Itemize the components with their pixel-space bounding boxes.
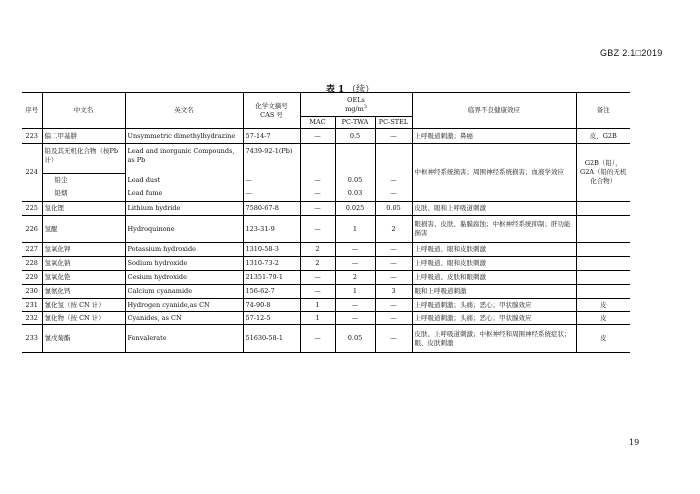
table-row — [22, 299, 630, 312]
row-cas: 123-31-9 — [243, 216, 300, 243]
col-en-header: 英文名 — [125, 93, 243, 129]
table-row — [22, 216, 630, 243]
table-row — [22, 325, 630, 353]
row-twa: 1 — [335, 216, 375, 243]
row-mac: — — [300, 285, 335, 299]
table-row — [22, 243, 630, 257]
subrow-cas: — — [243, 187, 300, 202]
row-twa: 0.5 — [335, 129, 375, 144]
row-cas: 7580-67-8 — [243, 202, 300, 216]
oel-table — [22, 92, 630, 353]
row-effect: 上呼吸道、眼和皮肤刺激 — [412, 243, 576, 257]
row-no: 224 — [22, 144, 42, 202]
table-caption-label: 表 1 — [325, 85, 345, 95]
table-caption-continued: （续） — [347, 85, 375, 95]
row-stel: 0.05 — [375, 202, 412, 216]
row-effect: 眼和上呼吸道刺激 — [412, 285, 576, 299]
col-effect-header: 临界不良健康效应 — [412, 93, 576, 129]
row-note — [576, 271, 630, 285]
row-cas: 1310-58-3 — [243, 243, 300, 257]
row-no: 229 — [22, 271, 42, 285]
page-number: 19 — [629, 438, 640, 447]
row-mac: — — [300, 216, 335, 243]
row-en: Sodium hydroxide — [125, 257, 243, 271]
subrow-mac: — — [300, 187, 335, 202]
row-note: 皮，G2B — [576, 129, 630, 144]
row-cas: 74-90-8 — [243, 299, 300, 312]
subrow-cn: 铅尘 — [42, 174, 125, 187]
row-no: 225 — [22, 202, 42, 216]
row-twa: 0.05 — [335, 325, 375, 353]
row-cn: 氢氧化钾 — [42, 243, 125, 257]
row-en: Hydrogen cyanide,as CN — [125, 299, 243, 312]
row-no: 232 — [22, 312, 42, 325]
col-oels-header — [300, 93, 412, 117]
row-effect: 上呼吸道、眼和皮肤刺激 — [412, 257, 576, 271]
oels-unit — [303, 105, 410, 114]
row-note — [576, 216, 630, 243]
col-cas-header — [243, 93, 300, 129]
row-cn: 氢氧化钠 — [42, 257, 125, 271]
row-stel: — — [375, 325, 412, 353]
table-row — [22, 285, 630, 299]
row-cas: 51630-58-1 — [243, 325, 300, 353]
row-twa: 1 — [335, 285, 375, 299]
row-en: Calcium cyanamide — [125, 285, 243, 299]
oels-unit-text: mg/m — [345, 104, 364, 113]
subrow-en: Lead dust — [125, 174, 243, 187]
row-mac: — — [300, 325, 335, 353]
row-stel: 2 — [375, 216, 412, 243]
col-cn-header: 中文名 — [42, 93, 125, 129]
row-cn: 氢化锂 — [42, 202, 125, 216]
row-note: G2B（铅），G2A（铅的无机化合物） — [576, 144, 630, 202]
row-twa — [335, 144, 375, 174]
table-row — [22, 257, 630, 271]
table-row — [22, 312, 630, 325]
table-row — [22, 271, 630, 285]
row-twa: 2 — [335, 271, 375, 285]
row-note: 皮 — [576, 312, 630, 325]
subrow-en: Lead fume — [125, 187, 243, 202]
row-cas: 57-12-5 — [243, 312, 300, 325]
row-stel: — — [375, 299, 412, 312]
col-note-header: 备注 — [576, 93, 630, 129]
row-en: Fenvalerate — [125, 325, 243, 353]
oels-unit-exponent: 3 — [363, 103, 367, 110]
row-twa: — — [335, 299, 375, 312]
col-mac-header: MAC — [300, 117, 335, 129]
row-stel — [375, 144, 412, 174]
row-effect: 皮肤、上呼吸道刺激；中枢神经和周围神经系统症状；眼、皮肤刺激 — [412, 325, 576, 353]
row-note — [576, 285, 630, 299]
row-cn: 偏二甲基肼 — [42, 129, 125, 144]
table-row — [22, 144, 630, 174]
col-twa-header: PC-TWA — [335, 117, 375, 129]
header-row — [22, 93, 630, 117]
row-no: 226 — [22, 216, 42, 243]
row-stel: — — [375, 257, 412, 271]
row-effect: 皮肤、眼和上呼吸道刺激 — [412, 202, 576, 216]
row-note — [576, 243, 630, 257]
row-en: Hydroquinone — [125, 216, 243, 243]
row-cn: 铅及其无机化合物（按Pb 计） — [42, 144, 125, 174]
row-stel: — — [375, 312, 412, 325]
row-twa: — — [335, 243, 375, 257]
table-row — [22, 129, 630, 144]
row-twa: — — [335, 257, 375, 271]
row-cn: 氢氧化铯 — [42, 271, 125, 285]
row-no: 233 — [22, 325, 42, 353]
subrow-cas: — — [243, 174, 300, 187]
row-effect: 上呼吸道刺激；鼻癌 — [412, 129, 576, 144]
row-effect: 上呼吸道刺激；头痛；恶心；甲状腺效应 — [412, 299, 576, 312]
subrow-mac: — — [300, 174, 335, 187]
row-cas: 7439-92-1(Pb) — [243, 144, 300, 174]
subrow-stel: — — [375, 187, 412, 202]
subrow-twa: 0.05 — [335, 174, 375, 187]
row-effect: 眼损害、皮肤、黏膜腐蚀；中枢神经系统抑制；肝功能损害 — [412, 216, 576, 243]
table-row — [22, 202, 630, 216]
row-effect: 上呼吸道刺激；头痛；恶心；甲状腺效应 — [412, 312, 576, 325]
subrow-twa: 0.03 — [335, 187, 375, 202]
standard-code: GBZ 2.1□2019 — [600, 48, 663, 58]
row-stel: 3 — [375, 285, 412, 299]
col-cas-header-line2: CAS 号 — [260, 110, 283, 119]
subrow-cn: 铅烟 — [42, 187, 125, 202]
row-mac: 2 — [300, 243, 335, 257]
subrow-stel: — — [375, 174, 412, 187]
col-cas-header-line1: 化学文摘号 — [255, 101, 288, 110]
row-mac: — — [300, 202, 335, 216]
row-mac: 1 — [300, 312, 335, 325]
col-no-header: 序号 — [22, 93, 42, 129]
row-no: 230 — [22, 285, 42, 299]
row-effect: 中枢神经系统损害；周围神经系统损害；血液学效应 — [412, 144, 576, 202]
row-no: 228 — [22, 257, 42, 271]
row-cas: 1310-73-2 — [243, 257, 300, 271]
row-twa: — — [335, 312, 375, 325]
row-en: Cesium hydroxide — [125, 271, 243, 285]
row-en: Lead and inorganic Compounds, as Pb — [125, 144, 243, 174]
row-en: Cyanides, as CN — [125, 312, 243, 325]
row-cas: 156-62-7 — [243, 285, 300, 299]
oels-label: OELs — [347, 95, 365, 104]
row-note: 皮 — [576, 299, 630, 312]
row-mac: 1 — [300, 299, 335, 312]
row-cas: 21351-79-1 — [243, 271, 300, 285]
row-effect: 上呼吸道、皮肤和眼刺激 — [412, 271, 576, 285]
row-mac: — — [300, 271, 335, 285]
row-mac: 2 — [300, 257, 335, 271]
row-mac: — — [300, 129, 335, 144]
row-cn: 氰化氢（按 CN 计） — [42, 299, 125, 312]
row-cas: 57-14-7 — [243, 129, 300, 144]
row-note — [576, 257, 630, 271]
row-no: 231 — [22, 299, 42, 312]
row-stel: — — [375, 243, 412, 257]
row-cn: 氢醌 — [42, 216, 125, 243]
row-cn: 氰戊菊酯 — [42, 325, 125, 353]
row-stel: — — [375, 129, 412, 144]
row-twa: 0.025 — [335, 202, 375, 216]
row-note — [576, 202, 630, 216]
row-no: 223 — [22, 129, 42, 144]
col-stel-header: PC-STEL — [375, 117, 412, 129]
row-stel: — — [375, 271, 412, 285]
row-en: Unsymmetric dimethylhydrazine — [125, 129, 243, 144]
row-en: Potassium hydroxide — [125, 243, 243, 257]
row-en: Lithium hydride — [125, 202, 243, 216]
row-no: 227 — [22, 243, 42, 257]
row-mac — [300, 144, 335, 174]
row-note: 皮 — [576, 325, 630, 353]
row-cn: 氰氨化钙 — [42, 285, 125, 299]
row-cn: 氰化物（按 CN 计） — [42, 312, 125, 325]
